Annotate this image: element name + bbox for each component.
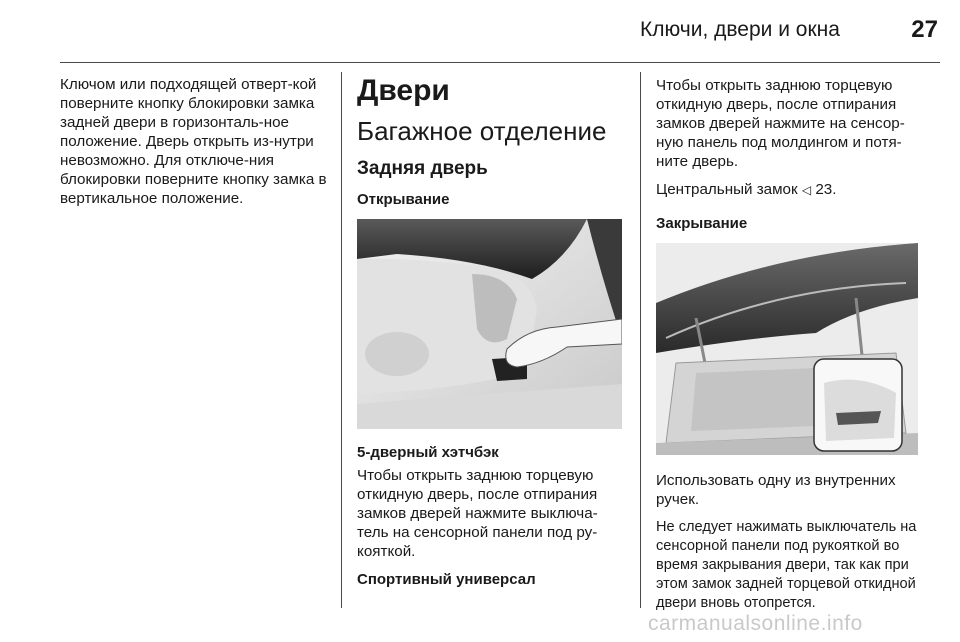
subsection-heading: Задняя дверь <box>357 158 488 179</box>
central-lock-text: Центральный замок <box>656 181 798 198</box>
open-tailgate-illustration <box>656 243 918 455</box>
section-heading: Багажное отделение <box>357 116 607 146</box>
closing-warning-paragraph: Не следует нажимать выключатель на сенсорной панели под рукояткой во время закрывания двери, так как при этом замок задней торцевой откидной двери вновь отопрется. <box>656 519 917 611</box>
open-tailgate-figure <box>656 243 918 455</box>
page-number: 27 <box>911 16 938 43</box>
central-lock-reference <box>656 180 924 200</box>
tailgate-handle-figure <box>357 219 622 429</box>
closing-heading: Закрывание <box>656 215 748 232</box>
right-column <box>656 76 924 622</box>
reference-page: 23. <box>815 181 837 198</box>
sports-tourer-open-paragraph: Чтобы открыть заднюю торцевую откидную дверь, после отпирания замков дверей нажмите на сенсор-ную панель под молдингом и потя-ните дверь. <box>656 77 905 170</box>
middle-column <box>357 74 622 599</box>
left-column <box>60 75 330 217</box>
column-divider-right <box>640 72 641 608</box>
sports-tourer-heading: Спортивный универсал <box>357 571 536 588</box>
internal-handles-paragraph: Использовать одну из внутренних ручек. <box>656 472 896 508</box>
column-divider-left <box>341 72 342 608</box>
chapter-heading: Двери <box>357 74 450 107</box>
tailgate-handle-illustration <box>357 219 622 429</box>
opening-heading: Открывание <box>357 191 450 208</box>
hatchback-paragraph: Чтобы открыть заднюю торцевую откидную дверь, после отпирания замков дверей нажмите выключа-тель на сенсорной панели под ру-кояткой. <box>357 467 598 560</box>
section-title: Ключи, двери и окна <box>640 18 840 41</box>
lock-instruction-paragraph: Ключом или подходящей отверт-кой поверните кнопку блокировки замка задней двери в горизонталь-ное положение. Дверь открыть из-нутри невозможно. Для отключе-ния блокировки поверните кнопку замка в вертикальное положение. <box>60 76 327 207</box>
reference-arrow-icon: ◁ <box>801 183 812 197</box>
hatchback-heading: 5-дверный хэтчбэк <box>357 444 499 461</box>
header-divider <box>60 62 940 63</box>
watermark: carmanualsonline.info <box>648 612 863 635</box>
